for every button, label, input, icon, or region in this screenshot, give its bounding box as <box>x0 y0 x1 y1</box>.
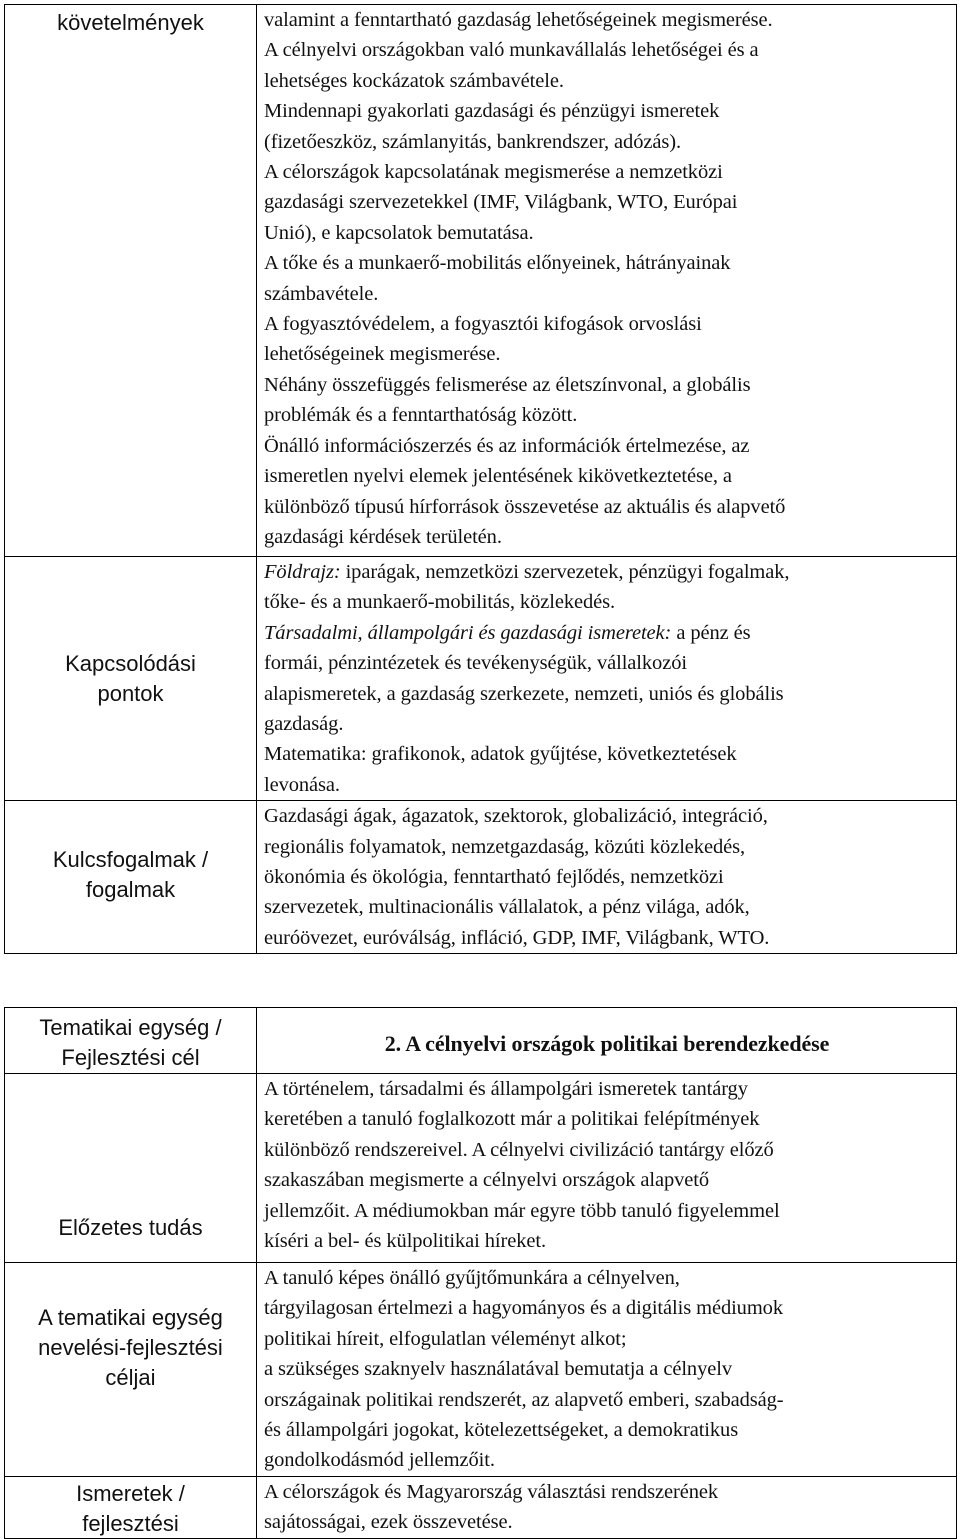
text-line: lehetséges kockázatok számbavétele. <box>264 69 564 92</box>
prior-knowledge-content <box>257 1074 957 1263</box>
requirements-paragraph <box>264 431 950 553</box>
text-line: ismeretlen nyelvi elemek jelentésének kikövetkeztetése, a <box>264 465 732 488</box>
curriculum-table-2 <box>4 1007 957 1539</box>
text-line: számbavétele. <box>264 282 379 305</box>
text-line: Önálló információszerzés és az információk értelmezése, az <box>264 434 750 457</box>
text-line: Unió), e kapcsolatok bemutatása. <box>264 221 534 244</box>
unit-title-cell <box>257 1008 957 1074</box>
connections-label: Kapcsolódási pontok <box>65 651 196 706</box>
requirements-paragraph <box>264 309 950 370</box>
unit-title: 2. A célnyelvi országok politikai berendezkedése <box>384 1031 830 1056</box>
text-line: gazdasági szervezetekkel (IMF, Világbank, WTO, Európai <box>264 191 738 214</box>
requirements-paragraph <box>264 35 950 96</box>
keywords-row <box>5 801 957 954</box>
text-line: (fizetőeszköz, számlanyitás, bankrendszer, adózás). <box>264 130 681 153</box>
goals-label-cell <box>5 1263 257 1477</box>
text-line: A tőke és a munkaerő-mobilitás előnyeinek, hátrányainak <box>264 252 731 275</box>
text-line: különböző típusú hírforrások összevetése az aktuális és alapvető <box>264 495 786 518</box>
requirements-paragraph <box>264 157 950 248</box>
text-line: A fogyasztóvédelem, a fogyasztói kifogások orvoslási <box>264 313 702 336</box>
civics-paragraph: Társadalmi, állampolgári és gazdasági ismeretek: a pénz és formái, pénzintézetek és tevékenységük, vállalkozói alapismeretek, a gazdaság szerkezete, nemzeti, uniós és globális gazdaság. <box>264 621 784 736</box>
unit-header-row <box>5 1008 957 1074</box>
requirements-paragraph <box>264 370 950 431</box>
knowledge-label-cell <box>5 1476 257 1538</box>
prior-knowledge-row <box>5 1074 957 1263</box>
requirements-content <box>257 5 957 557</box>
text-line: lehetőségeinek megismerése. <box>264 343 501 366</box>
curriculum-table-1 <box>4 4 957 954</box>
prior-knowledge-text: A történelem, társadalmi és állampolgári ismeretek tantárgy keretében a tanuló foglalkozott már a politikai felépítmények különböző rendszereivel. A célnyelvi civilizáció tantárgy előző szakaszában megismerte a célnyelvi országok alapvető jellemzőit. A médiumokban már egyre több tanuló figyelemmel kíséri a bel- és külpolitikai híreket. <box>264 1078 780 1253</box>
prior-knowledge-label-cell <box>5 1074 257 1263</box>
keywords-label-cell <box>5 801 257 954</box>
goals-text: A tanuló képes önálló gyűjtőmunkára a célnyelven, tárgyilagosan értelmezi a hagyományos és a digitális médiumok politikai híreit, elfogulatlan véleményt alkot; a szükséges szaknyelv használatával bemutatja a célnyelv országainak politikai rendszerét, az alapvető emberi, szabadság- és állampolgári jogokat, kötelezettségeket, a demokratikus gondolkodásmód jellemzőit. <box>264 1267 784 1472</box>
math-paragraph: Matematika: grafikonok, adatok gyűjtése, következtetések levonása. <box>264 743 737 796</box>
connections-content <box>257 557 957 801</box>
keywords-label: Kulcsfogalmak / fogalmak <box>52 847 209 903</box>
knowledge-content <box>257 1476 957 1538</box>
prior-knowledge-label: Előzetes tudás <box>58 1215 203 1240</box>
knowledge-row <box>5 1476 957 1538</box>
requirements-row <box>5 5 957 557</box>
requirements-text <box>264 5 950 552</box>
goals-label: A tematikai egység nevelési-fejlesztési céljai <box>38 1305 223 1390</box>
text-line: valamint a fenntartható gazdaság lehetőségeinek megismerése. <box>264 9 773 31</box>
unit-label-cell <box>5 1008 257 1074</box>
unit-label: Tematikai egység / Fejlesztési cél <box>39 1015 222 1070</box>
keywords-text: Gazdasági ágak, ágazatok, szektorok, globalizáció, integráció, regionális folyamatok, nemzetgazdaság, közúti közlekedés, ökonómia és ökológia, fenntartható fejlődés, nemzetközi szervezetek, multinacionális vállalatok, a pénz világa, adók, euróövezet, euróválság, infláció, GDP, IMF, Világbank, WTO. <box>264 805 770 949</box>
text-line: problémák és a fenntarthatóság között. <box>264 404 578 427</box>
text-line: A célországok kapcsolatának megismerése a nemzetközi <box>264 161 723 184</box>
requirements-paragraph <box>264 96 950 157</box>
connections-label-cell <box>5 557 257 801</box>
requirements-label: követelmények <box>57 10 204 35</box>
connections-row <box>5 557 957 801</box>
knowledge-text: A célországok és Magyarország választási rendszerének sajátosságai, ezek összevetése. <box>264 1480 719 1534</box>
requirements-paragraph <box>264 5 950 35</box>
geography-paragraph: Földrajz: iparágak, nemzetközi szervezetek, pénzügyi fogalmak, tőke- és a munkaerő-mobilitás, közlekedés. <box>264 561 790 614</box>
text-line: Mindennapi gyakorlati gazdasági és pénzügyi ismeretek <box>264 100 720 123</box>
keywords-content <box>257 801 957 954</box>
knowledge-label: Ismeretek / fejlesztési <box>76 1480 185 1536</box>
text-line: Néhány összefüggés felismerése az életszínvonal, a globális <box>264 373 751 396</box>
requirements-paragraph <box>264 248 950 309</box>
text-line: gazdasági kérdések területén. <box>264 525 502 548</box>
text-line: A célnyelvi országokban való munkavállalás lehetőségei és a <box>264 39 759 62</box>
goals-row <box>5 1263 957 1477</box>
requirements-label-cell <box>5 5 257 557</box>
goals-content <box>257 1263 957 1477</box>
